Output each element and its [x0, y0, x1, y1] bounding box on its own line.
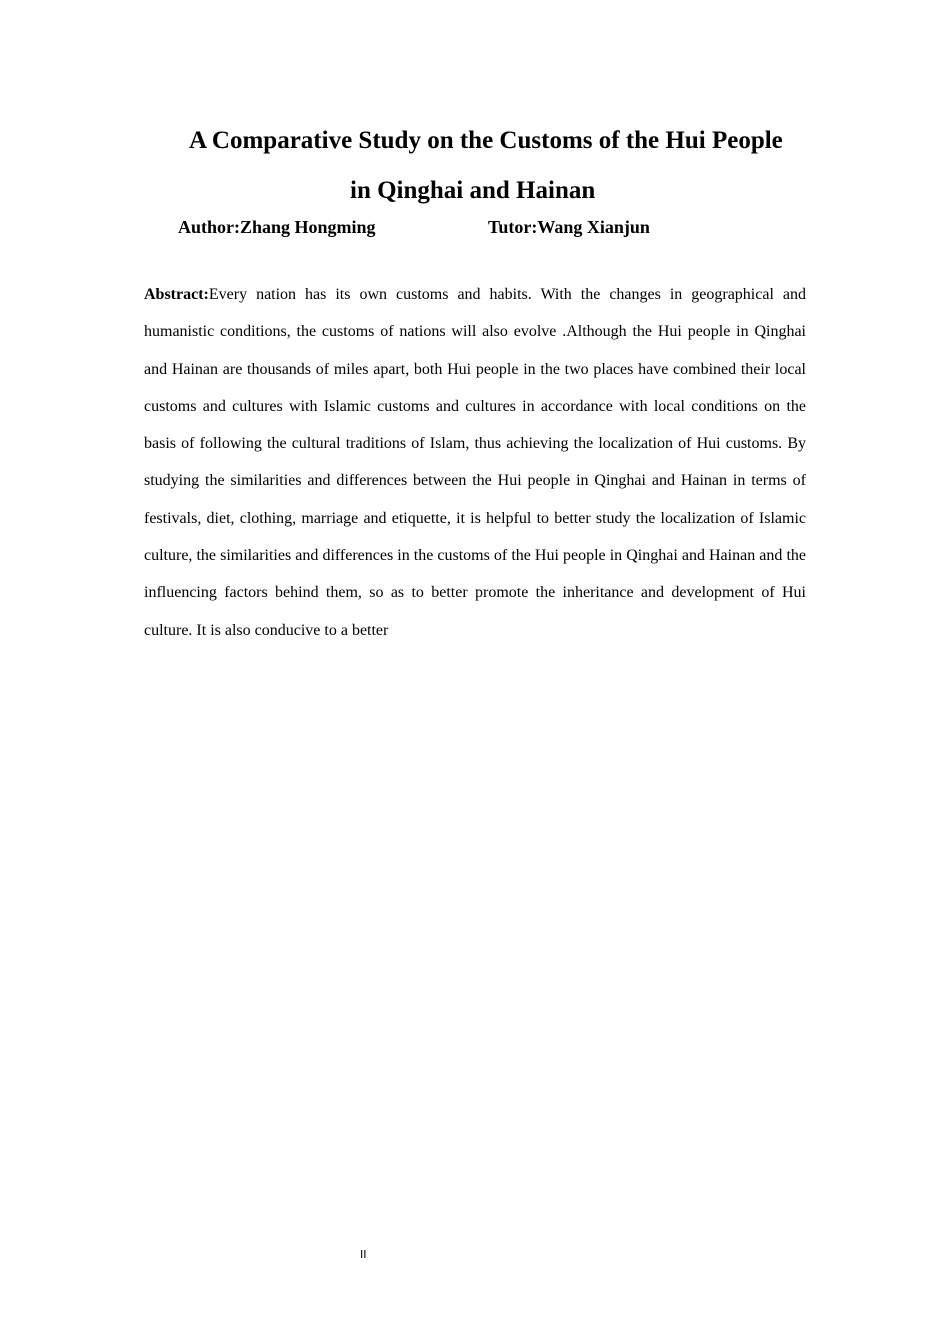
abstract-text: Every nation has its own customs and habits. With the changes in geographical and humanistic conditions, the customs of nations will also evolve .Although the Hui people in Qinghai and Hainan are thousands of miles apart, both Hui people in the two places have combined their local customs and cultures with Islamic customs and cultures in accordance with local conditions on the basis of following the cultural traditions of Islam, thus achieving the localization of Hui customs. By studying the similarities and differences between the Hui people in Qinghai and Hainan in terms of festivals, diet, clothing, marriage and etiquette, it is helpful to better study the localization of Islamic culture, the similarities and differences in the customs of the Hui people in Qinghai and Hainan and the influencing factors behind them, so as to better promote the inheritance and development of Hui culture. It is also conducive to a better — [144, 286, 806, 639]
page-number: II — [360, 1248, 367, 1261]
abstract-label: Abstract: — [144, 286, 209, 303]
paper-title-line-2: in Qinghai and Hainan — [350, 177, 596, 204]
author-line: Author:Zhang Hongming — [178, 217, 376, 237]
paper-title-line-1: A Comparative Study on the Customs of the Hui People — [189, 127, 783, 154]
abstract-paragraph — [144, 276, 806, 649]
tutor-line: Tutor:Wang Xianjun — [488, 217, 650, 237]
